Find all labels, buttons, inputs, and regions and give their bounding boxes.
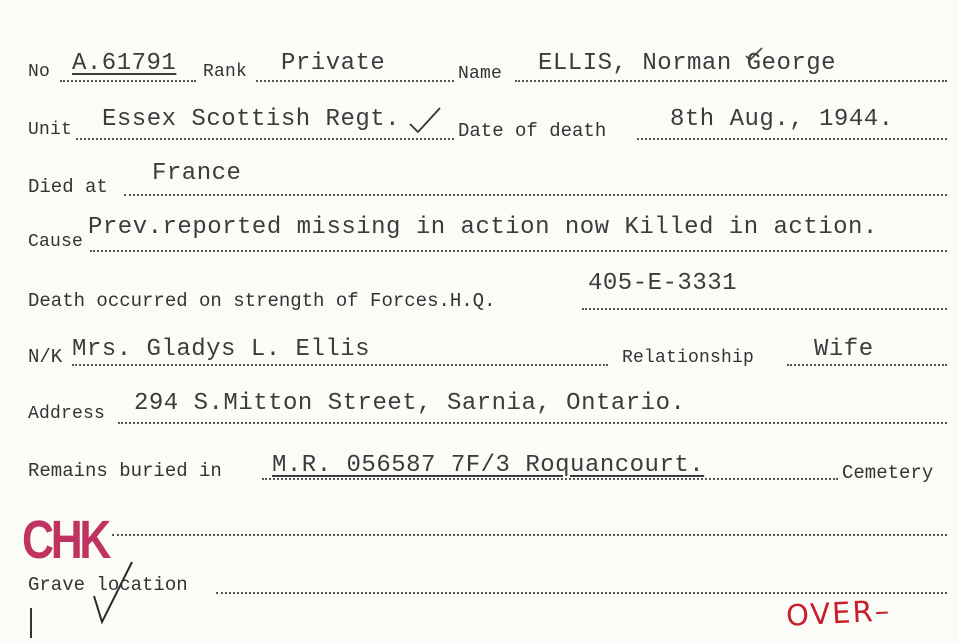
nk-line (72, 364, 608, 366)
death-occurred-line (582, 308, 947, 310)
blank-line (112, 534, 947, 536)
no-label: No (28, 62, 51, 82)
remains-label: Remains buried in (28, 460, 222, 482)
died-at-value: France (152, 160, 242, 187)
died-at-line (124, 194, 947, 196)
margin-mark (30, 608, 32, 638)
name-line (515, 80, 947, 82)
check-mark-icon (408, 106, 442, 136)
rank-line (256, 80, 454, 82)
cause-value: Prev.reported missing in action now Killed in action. (88, 214, 878, 241)
grave-location-label: Grave location (28, 574, 188, 596)
no-line (60, 80, 196, 82)
no-value: A.61791 (72, 50, 177, 77)
unit-line (76, 138, 454, 140)
date-of-death-line (637, 138, 947, 140)
unit-value: Essex Scottish Regt. (102, 106, 401, 133)
cause-label: Cause (28, 232, 84, 252)
cemetery-label: Cemetery (842, 462, 934, 484)
nk-label: N/K (28, 346, 63, 368)
grave-location-line (216, 592, 947, 594)
name-label: Name (458, 64, 503, 84)
rank-label: Rank (203, 62, 248, 82)
over-annotation: OVER– (785, 593, 892, 633)
date-of-death-value: 8th Aug., 1944. (670, 106, 894, 133)
address-value: 294 S.Mitton Street, Sarnia, Ontario. (134, 390, 686, 417)
remains-value: M.R. 056587 7F/3 Roquancourt. (272, 452, 705, 479)
address-line (118, 422, 947, 424)
check-mark-icon (744, 46, 764, 66)
chk-stamp: CHK (22, 510, 109, 570)
unit-label: Unit (28, 120, 73, 140)
death-occurred-label: Death occurred on strength of Forces.H.Q. (28, 290, 496, 312)
relationship-line (787, 364, 947, 366)
date-of-death-label: Date of death (458, 120, 607, 142)
relationship-value: Wife (814, 336, 874, 363)
rank-value: Private (281, 50, 386, 77)
cause-line (90, 250, 947, 252)
nk-value: Mrs. Gladys L. Ellis (72, 336, 371, 363)
address-label: Address (28, 404, 106, 424)
death-occurred-value: 405-E-3331 (588, 270, 738, 297)
check-mark-icon (90, 560, 136, 626)
name-value: ELLIS, Norman George (538, 50, 837, 77)
died-at-label: Died at (28, 176, 108, 198)
relationship-label: Relationship (622, 348, 755, 368)
